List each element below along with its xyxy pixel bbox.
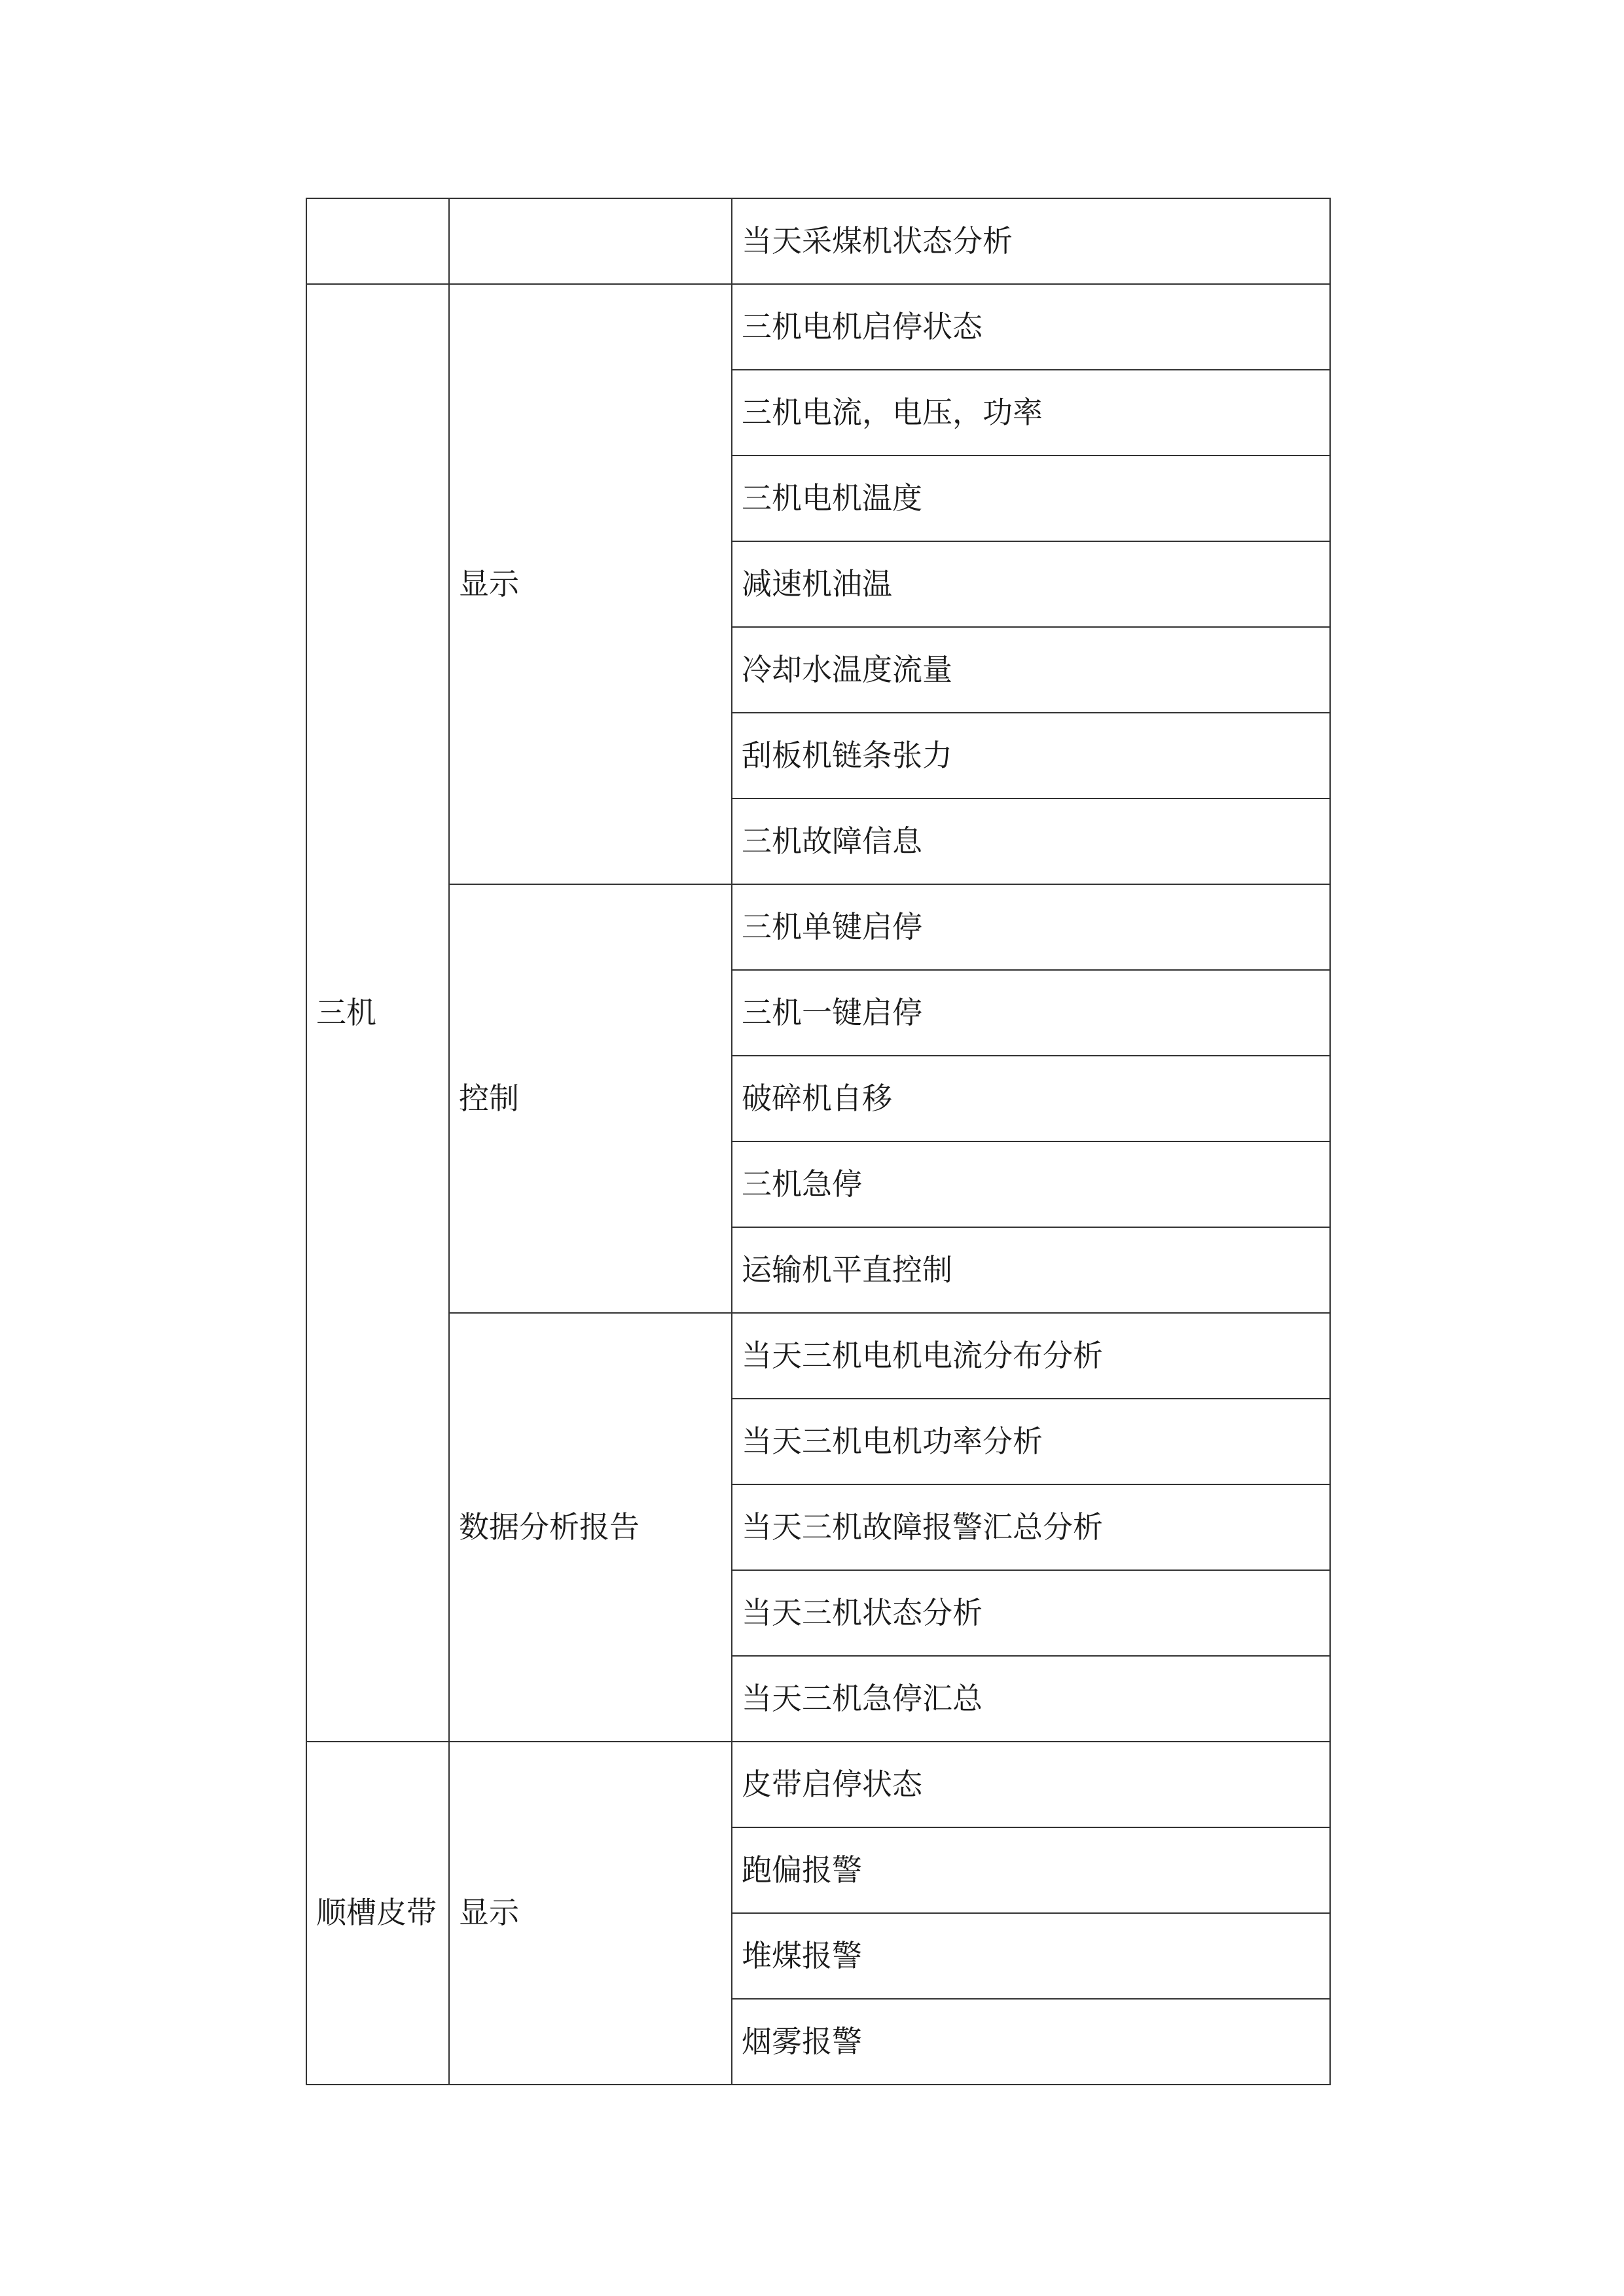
item-cell: 皮带启停状态 — [732, 1742, 1330, 1827]
item-cell: 冷却水温度流量 — [732, 627, 1330, 713]
item-cell: 三机急停 — [732, 1141, 1330, 1227]
item-cell: 刮板机链条张力 — [732, 713, 1330, 798]
item-cell: 烟雾报警 — [732, 1999, 1330, 2085]
category-cell: 显示 — [449, 284, 732, 884]
function-spec-table — [306, 198, 1331, 2085]
item-cell: 三机电机启停状态 — [732, 284, 1330, 370]
item-cell: 三机故障信息 — [732, 798, 1330, 884]
category-cell: 控制 — [449, 884, 732, 1313]
category-cell: 数据分析报告 — [449, 1313, 732, 1742]
item-cell: 三机单键启停 — [732, 884, 1330, 970]
item-cell: 当天三机状态分析 — [732, 1570, 1330, 1656]
item-cell: 运输机平直控制 — [732, 1227, 1330, 1313]
system-cell: 顺槽皮带 — [306, 1742, 449, 2085]
item-cell: 三机电流，电压，功率 — [732, 370, 1330, 456]
item-cell: 当天采煤机状态分析 — [732, 198, 1330, 284]
item-cell: 减速机油温 — [732, 541, 1330, 627]
system-cell — [306, 198, 449, 284]
item-cell: 当天三机电机功率分析 — [732, 1399, 1330, 1484]
table-row — [306, 1313, 1330, 1399]
table-row — [306, 284, 1330, 370]
item-cell: 三机一键启停 — [732, 970, 1330, 1056]
table-row — [306, 198, 1330, 284]
item-cell: 当天三机急停汇总 — [732, 1656, 1330, 1742]
item-cell: 跑偏报警 — [732, 1827, 1330, 1913]
table-row — [306, 1742, 1330, 1827]
item-cell: 堆煤报警 — [732, 1913, 1330, 1999]
item-cell: 破碎机自移 — [732, 1056, 1330, 1141]
system-cell: 三机 — [306, 284, 449, 1742]
item-cell: 当天三机故障报警汇总分析 — [732, 1484, 1330, 1570]
item-cell: 三机电机温度 — [732, 456, 1330, 541]
category-cell: 显示 — [449, 1742, 732, 2085]
table-row — [306, 884, 1330, 970]
item-cell: 当天三机电机电流分布分析 — [732, 1313, 1330, 1399]
category-cell — [449, 198, 732, 284]
